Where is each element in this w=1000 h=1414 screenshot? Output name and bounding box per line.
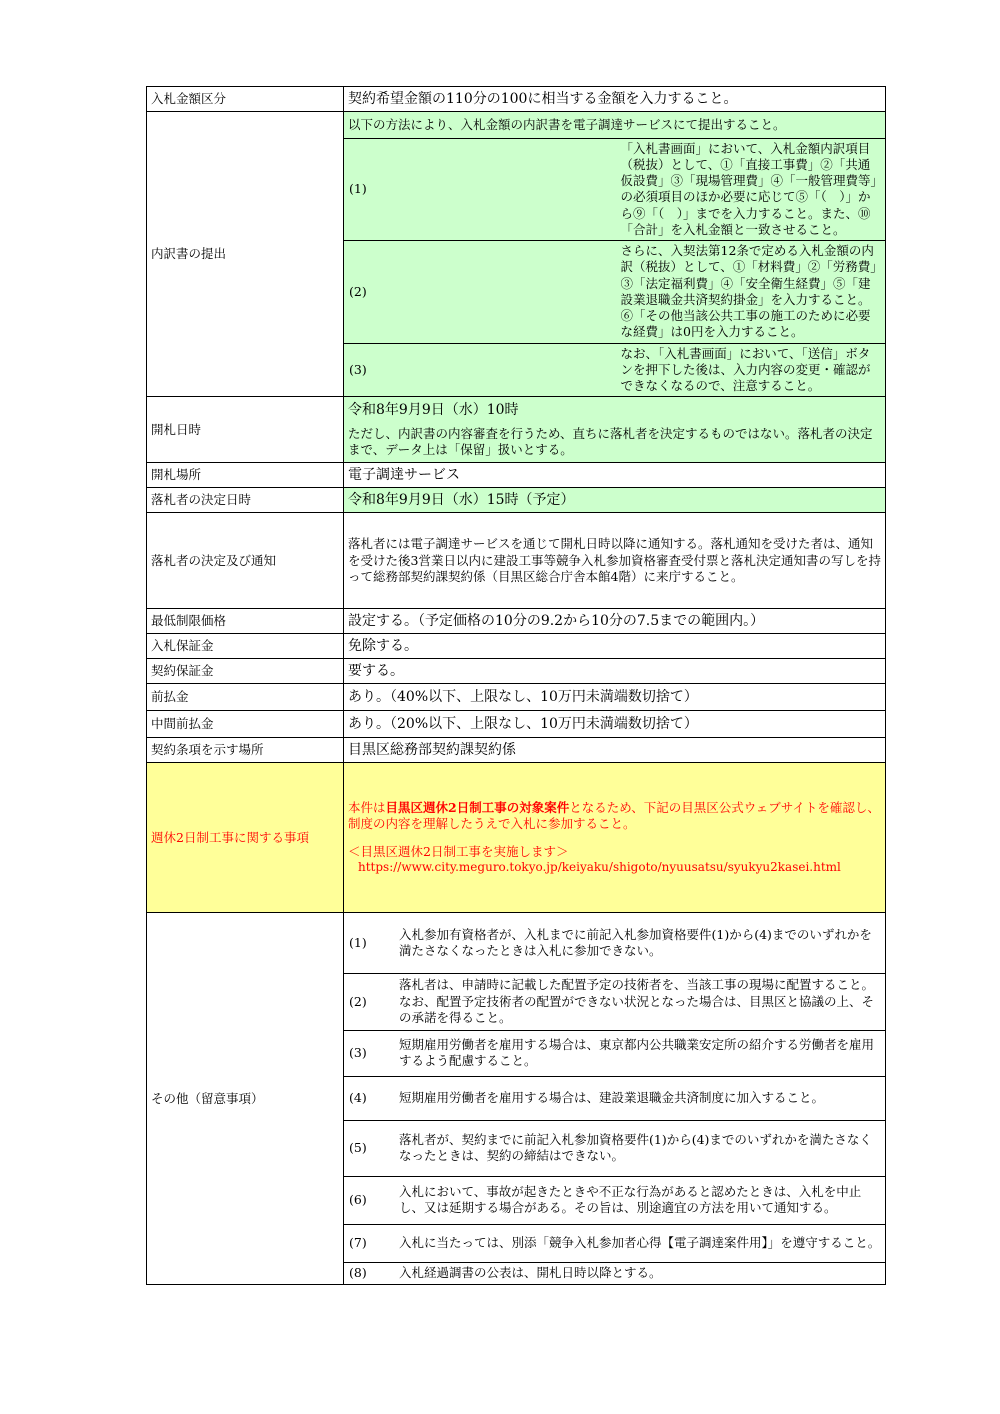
row-label: その他（留意事項） [147, 913, 344, 1285]
row-label: 契約条項を示す場所 [147, 738, 344, 763]
row-contract-bond [147, 659, 886, 684]
row-label: 開札日時 [147, 397, 344, 463]
list-item [344, 343, 885, 396]
item-text: 入札において、事故が起きたときや不正な行為があると認めたときは、入札を中止し、又は延期する場合がある。その旨は、別途適宜の方法を用いて通知する。 [393, 1176, 885, 1224]
item-text: さらに、入契法第12条で定める入札金額の内訳（税抜）として、①「材料費」②「労務費」③「法定福利費」④「安全衛生経費」⑤「建設業退職金共済契約掛金」を入力すること。⑥「その他当該公共工事の施工のために必要な経費」は0円を入力すること。 [615, 241, 886, 344]
row-label: 落札者の決定及び通知 [147, 513, 344, 609]
row-value: 電子調達サービス [344, 463, 886, 488]
weekly2-text [348, 800, 881, 833]
row-bid-bond [147, 634, 886, 659]
others-list [344, 913, 885, 1284]
row-value: 契約希望金額の110分の100に相当する金額を入力すること。 [344, 87, 886, 112]
list-item [344, 1076, 885, 1120]
row-value: 目黒区総務部契約課契約係 [344, 738, 886, 763]
item-number: (8) [344, 1262, 393, 1284]
item-text: 入札に当たっては、別添「競争入札参加者心得【電子調達案件用】」を遵守すること。 [393, 1224, 885, 1262]
row-label: 落札者の決定日時 [147, 488, 344, 513]
list-item [344, 138, 885, 241]
list-item [344, 1176, 885, 1224]
item-number: (4) [344, 1076, 393, 1120]
row-value: 要する。 [344, 659, 886, 684]
item-number: (1) [349, 934, 367, 950]
weekly2-link-title: ＜目黒区週休2日制工事を実施します＞ [348, 844, 569, 860]
row-decision-notice [147, 513, 886, 609]
row-value: 令和8年9月9日（水）15時（予定） [344, 488, 886, 513]
opening-note: ただし、内訳書の内容審査を行うため、直ちに落札者を決定するものではない。落札者の決定まで、データ上は「保留」扱いとする。 [348, 425, 873, 457]
item-text: 短期雇用労働者を雇用する場合は、建設業退職金共済制度に加入すること。 [393, 1076, 885, 1120]
list-item [344, 1224, 885, 1262]
row-bid-amount [147, 87, 886, 112]
list-item [344, 913, 885, 973]
item-number: (3) [344, 1030, 393, 1076]
others-cell [344, 913, 886, 1285]
row-value [344, 397, 886, 463]
row-opening-place [147, 463, 886, 488]
item-number: (3) [344, 343, 615, 396]
item-text: 短期雇用労働者を雇用する場合は、東京都内公共職業安定所の紹介する労働者を雇用するよう配慮すること。 [393, 1030, 885, 1076]
item-number: (7) [344, 1224, 393, 1262]
list-item [344, 973, 885, 1030]
weekly2-text-pre: 本件は [348, 799, 386, 815]
row-label: 契約保証金 [147, 659, 344, 684]
item-text: なお、「入札書画面」において、「送信」ボタンを押下した後は、入力内容の変更・確認ができなくなるので、注意すること。 [615, 343, 886, 396]
row-decision-date [147, 488, 886, 513]
row-label: 内訳書の提出 [147, 112, 344, 397]
item-number: (2) [344, 973, 393, 1030]
item-text: 「入札書画面」において、入札金額内訳項目（税抜）として、①「直接工事費」②「共通仮設費」③「現場管理費」④「一般管理費等」の必須項目のほか必要に応じて⑤「（ ）」から⑨「（ ）」までを入力すること。また、⑩「合計」を入札金額と一致させること。 [615, 138, 886, 241]
list-item [344, 241, 885, 344]
item-text: 落札者は、申請時に記載した配置予定の技術者を、当該工事の現場に配置すること。なお、配置予定技術者の配置ができない状況となった場合は、目黒区と協議の上、その承諾を得ること。 [393, 973, 885, 1030]
row-label: 入札保証金 [147, 634, 344, 659]
row-label: 中間前払金 [147, 711, 344, 738]
list-item [344, 1262, 885, 1284]
item-number: (1) [344, 138, 615, 241]
row-advance [147, 684, 886, 711]
row-label: 開札場所 [147, 463, 344, 488]
conditions-table [146, 86, 886, 1285]
weekly2-text-post: となるため、下記の目黒区公式ウェブサイトを確認し、制度の内容を理解したうえで入札に参加すること。 [348, 799, 880, 831]
row-value [344, 763, 886, 913]
row-value: あり。（40%以下、上限なし、10万円未満端数切捨て） [344, 684, 886, 711]
row-min-price [147, 609, 886, 634]
row-value: 免除する。 [344, 634, 886, 659]
row-value: あり。（20%以下、上限なし、10万円未満端数切捨て） [344, 711, 886, 738]
weekly2-text-bold: 目黒区週休2日制工事の対象案件 [385, 799, 570, 815]
row-mid-advance [147, 711, 886, 738]
row-others [147, 913, 886, 1285]
weekly2-url[interactable]: https://www.city.meguro.tokyo.jp/keiyaku/shigoto/nyuusatsu/syukyu2kasei.html [358, 860, 841, 875]
list-item [344, 1120, 885, 1176]
item-number: (5) [344, 1120, 393, 1176]
item-text: 入札参加有資格者が、入札までに前記入札参加資格要件(1)から(4)までのいずれかを満たさなくなったときは入札に参加できない。 [399, 926, 872, 958]
breakdown-cell [344, 112, 886, 397]
row-label: 最低制限価格 [147, 609, 344, 634]
row-label: 週休2日制工事に関する事項 [147, 763, 344, 913]
row-label: 入札金額区分 [147, 87, 344, 112]
item-number: (6) [344, 1176, 393, 1224]
row-value: 落札者には電子調達サービスを通じて開札日時以降に通知する。落札通知を受けた者は、通知を受けた後3営業日以内に建設工事等競争入札参加資格審査受付票と落札決定通知書の写しを持って総務部契約課契約係（目黒区総合庁舎本館4階）に来庁すること。 [344, 513, 886, 609]
row-weekly2 [147, 763, 886, 913]
list-item [344, 1030, 885, 1076]
breakdown-intro: 以下の方法により、入札金額の内訳書を電子調達サービスにて提出すること。 [348, 116, 786, 132]
row-breakdown [147, 112, 886, 397]
opening-datetime: 令和8年9月9日（水）10時 [348, 402, 519, 419]
row-value: 設定する。（予定価格の10分の9.2から10分の7.5までの範囲内。） [344, 609, 886, 634]
item-text: 入札経過調書の公表は、開札日時以降とする。 [393, 1262, 885, 1284]
row-label: 前払金 [147, 684, 344, 711]
row-terms-place [147, 738, 886, 763]
item-number: (2) [344, 241, 615, 344]
breakdown-list [344, 112, 885, 396]
row-opening-date [147, 397, 886, 463]
item-text: 落札者が、契約までに前記入札参加資格要件(1)から(4)までのいずれかを満たさなくなったときは、契約の締結はできない。 [393, 1120, 885, 1176]
